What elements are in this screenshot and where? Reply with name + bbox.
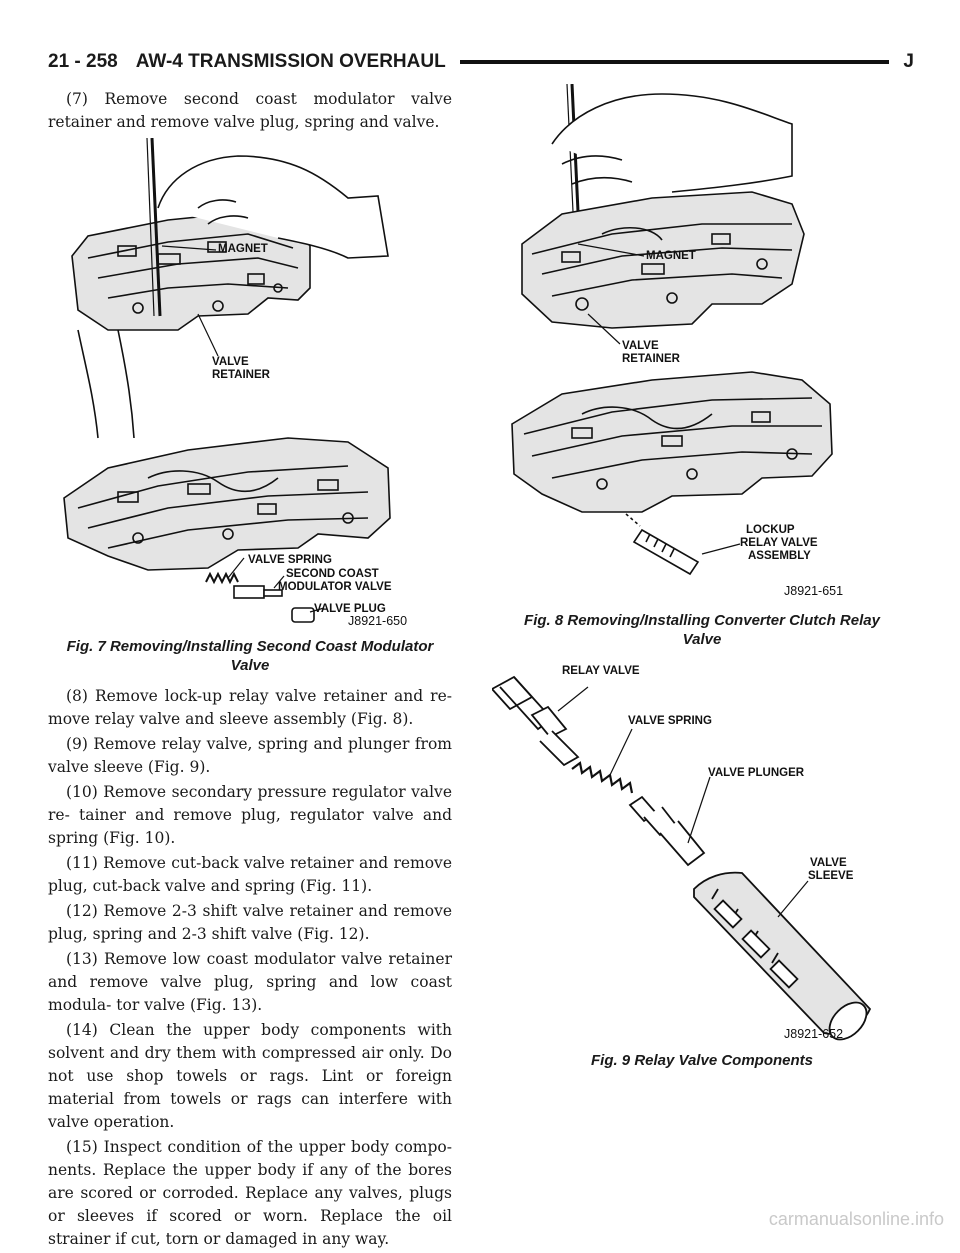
- figure-8-illustration: [492, 84, 912, 609]
- step-14: (14) Clean the upper body components with solvent and dry them with compressed air only. Do not use shop towels or rags. Lint or foreign material from towels or rags can interfere with valve operation.: [48, 1021, 452, 1131]
- fig8-label-lockup-2: RELAY VALVE: [740, 537, 818, 549]
- fig7-caption-line-1: Fig. 7 Removing/Installing Second Coast Modulator: [66, 638, 434, 655]
- header-rule: [460, 60, 890, 64]
- fig7-label-valve-retainer-2: RETAINER: [212, 369, 270, 381]
- fig7-label-valve-spring: VALVE SPRING: [248, 554, 332, 566]
- figure-9: [492, 657, 912, 1047]
- left-column: [48, 88, 452, 1253]
- step-7: (7) Remove second coast modulator valve retainer and remove valve plug, spring and valve.: [48, 90, 452, 131]
- watermark: carmanualsonline.info: [768, 1209, 944, 1229]
- fig9-label-valve-spring: VALVE SPRING: [628, 715, 712, 727]
- fig7-label-second-coast-2: MODULATOR VALVE: [278, 581, 392, 593]
- step-13: (13) Remove low coast modulator valve retainer and remove valve plug, spring and low coast modula- tor valve (Fig. 13).: [48, 950, 452, 1014]
- fig8-caption-line-1: Fig. 8 Removing/Installing Converter Clutch Relay: [524, 612, 880, 629]
- fig8-label-lockup-1: LOCKUP: [746, 524, 795, 536]
- figure-7: [48, 138, 452, 633]
- fig9-caption: Fig. 9 Relay Valve Components: [590, 1052, 813, 1069]
- step-8: (8) Remove lock-up relay valve retainer and re- move relay valve and sleeve assembly (Fig. 8).: [48, 687, 452, 728]
- page-number: 21 - 258: [48, 51, 118, 72]
- fig9-label-relay-valve: RELAY VALVE: [562, 665, 640, 677]
- right-column: [492, 84, 912, 1080]
- fig9-label-valve-plunger: VALVE PLUNGER: [708, 767, 805, 779]
- fig9-id: J8921-652: [784, 1027, 844, 1041]
- step-10: (10) Remove secondary pressure regulator valve re- tainer and remove plug, regulator valve and spring (Fig. 10).: [48, 783, 452, 847]
- fig8-caption-line-2: Valve: [682, 631, 722, 648]
- fig8-label-lockup-3: ASSEMBLY: [748, 550, 811, 562]
- fig7-id: J8921-650: [348, 614, 408, 628]
- fig7-label-second-coast-1: SECOND COAST: [286, 568, 379, 580]
- fig8-caption: [492, 611, 912, 649]
- fig8-id: J8921-651: [784, 584, 844, 598]
- page-header: [48, 44, 914, 80]
- step-12: (12) Remove 2-3 shift valve retainer and remove plug, spring and 2-3 shift valve (Fig. 12).: [48, 902, 452, 943]
- fig7-label-valve-retainer-1: VALVE: [212, 356, 249, 368]
- fig8-label-valve-retainer-1: VALVE: [622, 340, 659, 352]
- step-9: (9) Remove relay valve, spring and plunger from valve sleeve (Fig. 9).: [48, 735, 452, 776]
- fig7-label-valve-plug: VALVE PLUG: [314, 603, 386, 615]
- fig9-label-valve-sleeve-2: SLEEVE: [808, 870, 854, 882]
- section-title: AW-4 TRANSMISSION OVERHAUL: [135, 51, 446, 72]
- figure-8: [492, 84, 912, 609]
- section-letter: J: [903, 51, 914, 72]
- fig8-label-magnet: MAGNET: [646, 250, 696, 262]
- fig8-label-valve-retainer-2: RETAINER: [622, 353, 680, 365]
- fig7-label-magnet: MAGNET: [218, 243, 268, 255]
- fig7-caption-line-2: Valve: [230, 657, 270, 674]
- fig9-label-valve-sleeve-1: VALVE: [810, 857, 847, 869]
- step-15: (15) Inspect condition of the upper body compo- nents. Replace the upper body if any of the bores are scored or corroded. Replace any valves, plugs or sleeves if scored or worn. Replace the oil strainer if cut, torn or damaged in any way.: [48, 1138, 452, 1248]
- fig7-caption: [48, 637, 452, 675]
- step-11: (11) Remove cut-back valve retainer and remove plug, cut-back valve and spring (Fig. 11).: [48, 854, 452, 895]
